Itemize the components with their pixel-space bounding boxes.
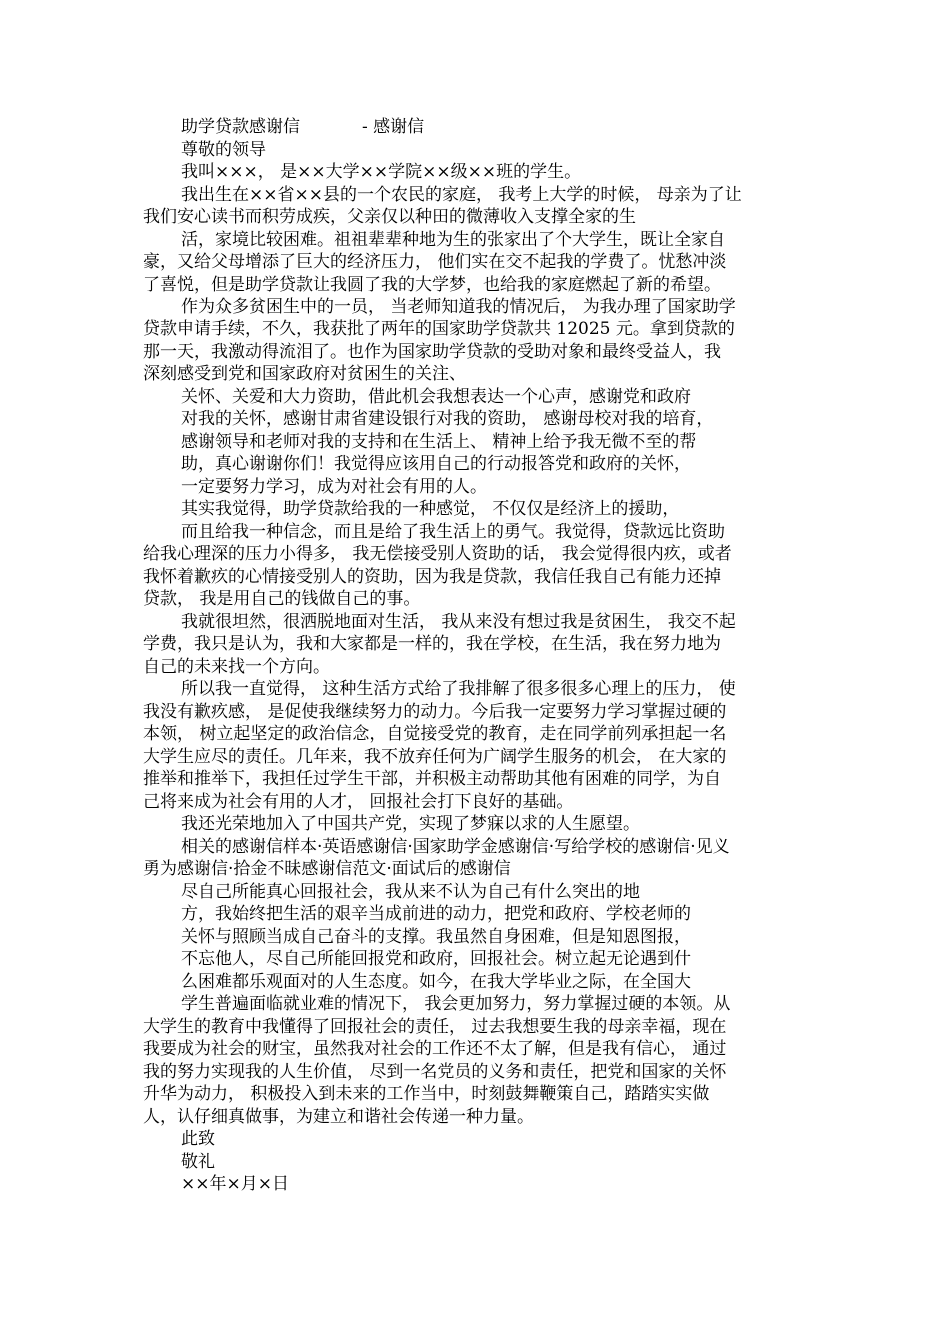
closing-line: 此致 <box>181 1129 215 1149</box>
text-line: 给我心理深的压力小得多， 我无偿接受别人资助的话， 我会觉得很内疚，或者 <box>143 544 732 564</box>
text-line: 尽自己所能真心回报社会，我从来不认为自己有什么突出的地 <box>181 882 640 902</box>
salutation: 尊敬的领导 <box>181 140 266 160</box>
title-sub: - 感谢信 <box>362 117 425 137</box>
text-line: 大学生应尽的责任。几年来，我不放弃任何为广阔学生服务的机会， 在大家的 <box>143 747 727 767</box>
text-line: 学费，我只是认为，我和大家都是一样的，我在学校，在生活，我在努力地为 <box>143 634 721 654</box>
text-line: 我怀着歉疚的心情接受别人的资助，因为我是贷款，我信任我自己有能力还掉 <box>143 567 721 587</box>
text-line: 我还光荣地加入了中国共产党，实现了梦寐以求的人生愿望。 <box>181 814 640 834</box>
text-line: 己将来成为社会有用的人才， 回报社会打下良好的基础。 <box>143 792 574 812</box>
related-links: 勇为感谢信·拾金不昧感谢信范文·面试后的感谢信 <box>143 859 511 879</box>
text-line: 大学生的教育中我懂得了回报社会的责任， 过去我想要生我的母亲幸福，现在 <box>143 1017 727 1037</box>
title-main: 助学贷款感谢信 <box>181 117 300 137</box>
text-line: 本领， 树立起坚定的政治信念，自觉接受党的教育，走在同学前列承担起一名 <box>143 724 727 744</box>
text-line: 那一天，我激动得流泪了。也作为国家助学贷款的受助对象和最终受益人，我 <box>143 342 721 362</box>
text-line: 我的努力实现我的人生价值， 尽到一名党员的义务和责任，把党和国家的关怀 <box>143 1062 727 1082</box>
text-line: 推举和推举下，我担任过学生干部，并积极主动帮助其他有困难的同学，为自 <box>143 769 721 789</box>
text-line: 我出生在××省××县的一个农民的家庭， 我考上大学的时候， 母亲为了让 <box>181 185 742 205</box>
text-line: 么困难都乐观面对的人生态度。如今，在我大学毕业之际，在全国大 <box>181 972 691 992</box>
text-line: 豪，又给父母增添了巨大的经济压力， 他们实在交不起我的学费了。忧愁冲淡 <box>143 252 727 272</box>
text-line: 方，我始终把生活的艰辛当成前进的动力，把党和政府、学校老师的 <box>181 904 691 924</box>
text-line: 感谢领导和老师对我的支持和在生活上、 精神上给予我无微不至的帮 <box>181 432 697 452</box>
text-line: 我没有歉疚感， 是促使我继续努力的动力。今后我一定要努力学习掌握过硬的 <box>143 702 727 722</box>
text-line: 升华为动力， 积极投入到未来的工作当中，时刻鼓舞鞭策自己，踏踏实实做 <box>143 1084 710 1104</box>
letter-date: ××年×月×日 <box>181 1174 289 1194</box>
text-line: 我们安心读书而积劳成疾，父亲仅以种田的微薄收入支撑全家的生 <box>143 207 636 227</box>
text-line: 深刻感受到党和国家政府对贫困生的关注、 <box>143 364 466 384</box>
text-line: 活，家境比较困难。祖祖辈辈种地为生的张家出了个大学生，既让全家自 <box>181 230 725 250</box>
text-line: 关怀与照顾当成自己奋斗的支撑。我虽然自身困难，但是知恩图报， <box>181 927 691 947</box>
text-line: 我就很坦然，很洒脱地面对生活， 我从来没有想过我是贫困生， 我交不起 <box>181 612 736 632</box>
text-line: 所以我一直觉得， 这种生活方式给了我排解了很多很多心理上的压力， 使 <box>181 679 736 699</box>
text-line: 对我的关怀，感谢甘肃省建设银行对我的资助， 感谢母校对我的培育， <box>181 409 714 429</box>
text-line: 关怀、关爱和大力资助，借此机会我想表达一个心声，感谢党和政府 <box>181 387 691 407</box>
text-line: 自己的未来找一个方向。 <box>143 657 330 677</box>
text-line: 我叫×××， 是××大学××学院××级××班的学生。 <box>181 162 582 182</box>
text-line: 贷款申请手续，不久，我获批了两年的国家助学贷款共 12025 元。拿到贷款的 <box>143 319 735 339</box>
text-line: 学生普遍面临就业难的情况下， 我会更加努力，努力掌握过硬的本领。从 <box>181 994 731 1014</box>
text-line: 贷款， 我是用自己的钱做自己的事。 <box>143 589 421 609</box>
text-line: 人，认仔细真做事，为建立和谐社会传递一种力量。 <box>143 1107 534 1127</box>
text-line: 其实我觉得，助学贷款给我的一种感觉， 不仅仅是经济上的援助， <box>181 499 680 519</box>
text-line: 作为众多贫困生中的一员， 当老师知道我的情况后， 为我办理了国家助学 <box>181 297 736 317</box>
document-title <box>181 116 424 139</box>
text-line: 不忘他人，尽自己所能回报党和政府，回报社会。树立起无论遇到什 <box>181 949 691 969</box>
text-line: 了喜悦，但是助学贷款让我圆了我的大学梦，也给我的家庭燃起了新的希望。 <box>143 275 721 295</box>
text-line: 我要成为社会的财宝，虽然我对社会的工作还不太了解，但是我有信心， 通过 <box>143 1039 727 1059</box>
related-links: 相关的感谢信样本·英语感谢信·国家助学金感谢信·写给学校的感谢信·见义 <box>181 837 730 857</box>
closing-salute: 敬礼 <box>181 1152 215 1172</box>
text-line: 而且给我一种信念，而且是给了我生活上的勇气。我觉得，贷款远比资助 <box>181 522 725 542</box>
text-line: 一定要努力学习，成为对社会有用的人。 <box>181 477 487 497</box>
text-line: 助，真心谢谢你们！我觉得应该用自己的行动报答党和政府的关怀， <box>181 454 691 474</box>
